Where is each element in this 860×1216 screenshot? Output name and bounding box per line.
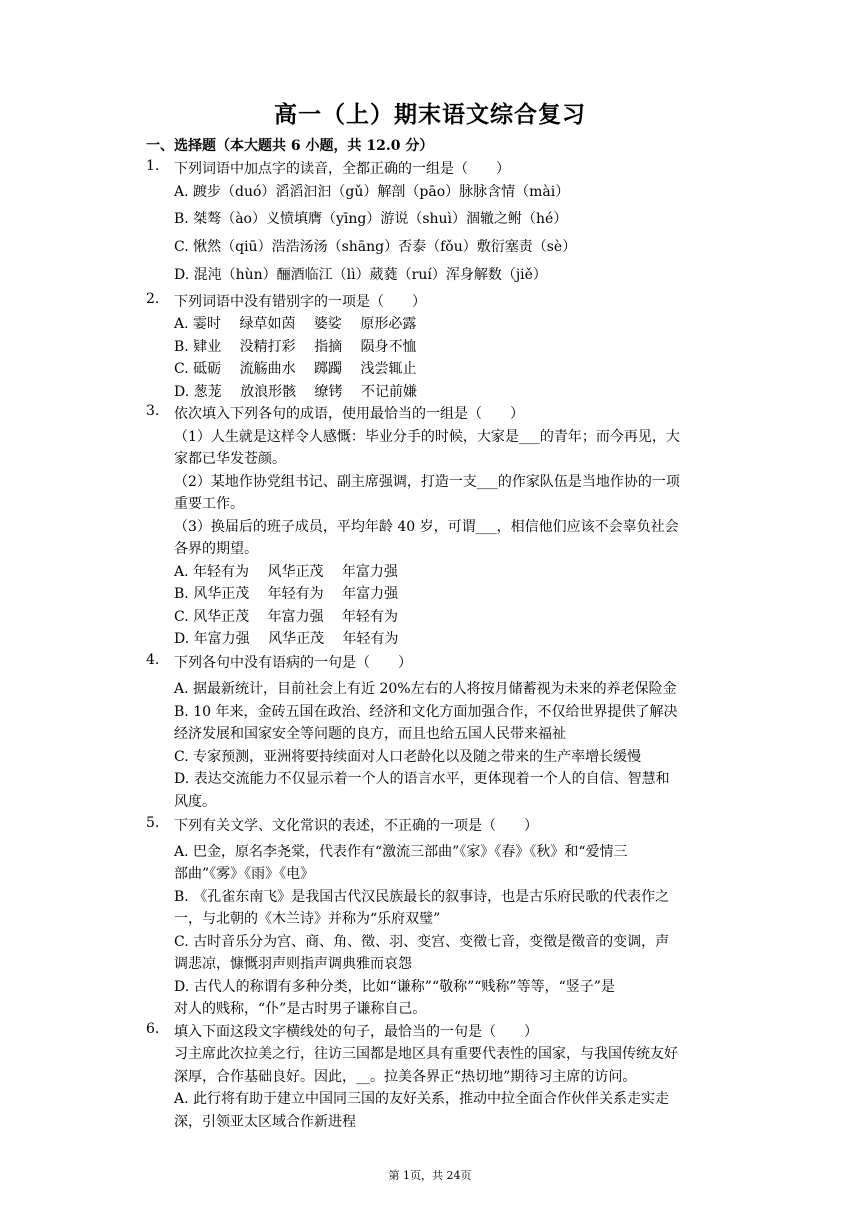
question-number: 1. — [146, 158, 160, 174]
option-line: D. 混沌（hùn）酾酒临江（lì）葳蕤（ruí）浑身解数（jiě） — [174, 267, 547, 283]
option-line: C. 砥砺 流觞曲水 踯躅 浅尝辄止 — [174, 361, 417, 377]
option-line: B. 10 年来，金砖五国在政治、经济和文化方面加强合作，不仅给世界提供了解决 — [174, 704, 678, 720]
question-number: 6. — [146, 1021, 160, 1037]
option-line: B. 《孔雀东南飞》是我国古代汉民族最长的叙事诗，也是古乐府民歌的代表作之 — [174, 889, 670, 905]
text-line: 对人的贱称，“仆”是古时男子谦称自己。 — [174, 1001, 427, 1017]
text-line: 风度。 — [174, 794, 216, 810]
question-stem: 下列各句中没有语病的一句是（ ） — [174, 655, 412, 671]
option-line: D. 葱茏 放浪形骸 缭铐 不记前嫌 — [174, 384, 417, 400]
option-line: B. 桀骜（ào）义愤填膺（yīng）游说（shuì）涸辙之鲋（hé） — [174, 211, 568, 227]
option-line: B. 风华正茂 年轻有为 年富力强 — [174, 586, 399, 602]
question-number: 2. — [146, 291, 160, 307]
text-line: 各界的期望。 — [174, 541, 258, 557]
option-line: C. 专家预测，亚洲将要持续面对人口老龄化以及随之带来的生产率增长缓慢 — [174, 749, 642, 765]
option-line: C. 愀然（qiū）浩浩汤汤（shāng）否泰（fǒu）敷衍塞责（sè） — [174, 239, 577, 255]
option-line: A. 霎时 绿草如茵 婆娑 原形必露 — [174, 316, 417, 332]
text-line: 经济发展和国家安全等问题的良方，而且也给五国人民带来福祉 — [174, 726, 566, 742]
question-stem: 依次填入下列各句的成语，使用最恰当的一组是（ ） — [174, 406, 524, 422]
section-heading: 一、选择题（本大题共 6 小题，共 12.0 分） — [146, 138, 434, 154]
text-line: 调悲凉，慷慨羽声则指声调典雅而哀怨 — [174, 956, 412, 972]
text-line: 一，与北朝的《木兰诗》并称为“乐府双璧” — [174, 911, 441, 927]
question-number: 4. — [146, 652, 160, 668]
option-line: A. 此行将有助于建立中国同三国的友好关系，推动中拉全面合作伙伴关系走实走 — [174, 1091, 670, 1107]
question-number: 5. — [146, 815, 160, 831]
text-line: （2）某地作协党组书记、副主席强调，打造一支___的作家队伍是当地作协的一项 — [174, 474, 680, 490]
text-line: 重要工作。 — [174, 496, 244, 512]
option-line: A. 年轻有为 风华正茂 年富力强 — [174, 564, 398, 580]
page-footer: 第 1页，共 24页 — [388, 1169, 472, 1182]
option-line: D. 年富力强 风华正茂 年轻有为 — [174, 631, 399, 647]
text-line: 家都已华发苍颜。 — [174, 451, 286, 467]
option-line: D. 表达交流能力不仅显示着一个人的语言水平，更体现着一个人的自信、智慧和 — [174, 771, 670, 787]
option-line: B. 肄业 没精打彩 指摘 陨身不恤 — [174, 339, 417, 355]
text-line: 深厚，合作基础良好。因此，__。拉美各界正“热切地”期待习主席的访问。 — [174, 1069, 637, 1085]
option-line: C. 古时音乐分为宫、商、角、徵、羽、变宫、变徵七音，变徵是徵音的变调，声 — [174, 934, 670, 950]
text-line: （1）人生就是这样令人感慨：毕业分手的时候，大家是___的青年；而今再见，大 — [174, 429, 680, 445]
question-stem: 下列有关文学、文化常识的表述，不正确的一项是（ ） — [174, 818, 538, 834]
page-title: 高一（上）期末语文综合复习 — [274, 101, 586, 128]
option-line: A. 踱步（duó）滔滔汩汩（gǔ）解剖（pāo）脉脉含情（mài） — [174, 184, 570, 200]
option-line: A. 巴金，原名李尧棠，代表作有“激流三部曲”《家》《春》《秋》和“爱情三 — [174, 844, 628, 860]
question-stem: 下列词语中加点字的读音，全都正确的一组是（ ） — [174, 161, 510, 177]
option-line: C. 风华正茂 年富力强 年轻有为 — [174, 609, 399, 625]
text-line: （3）换届后的班子成员，平均年龄 40 岁，可谓___，相信他们应该不会辜负社会 — [174, 519, 679, 535]
question-stem: 填入下面这段文字横线处的句子，最恰当的一句是（ ） — [174, 1024, 538, 1040]
question-number: 3. — [146, 403, 160, 419]
text-line: 部曲”《雾》《雨》《电》 — [174, 866, 315, 882]
question-stem: 下列词语中没有错别字的一项是（ ） — [174, 294, 426, 310]
text-line: 深，引领亚太区域合作新进程 — [174, 1114, 356, 1130]
text-line: 习主席此次拉美之行，往访三国都是地区具有重要代表性的国家，与我国传统友好 — [174, 1046, 678, 1062]
option-line: D. 古代人的称谓有多种分类，比如“谦称”“敬称”“贱称”等等，“竖子”是 — [174, 979, 615, 995]
option-line: A. 据最新统计，目前社会上有近 20%左右的人将按月储蓄视为未来的养老保险金 — [174, 681, 677, 697]
